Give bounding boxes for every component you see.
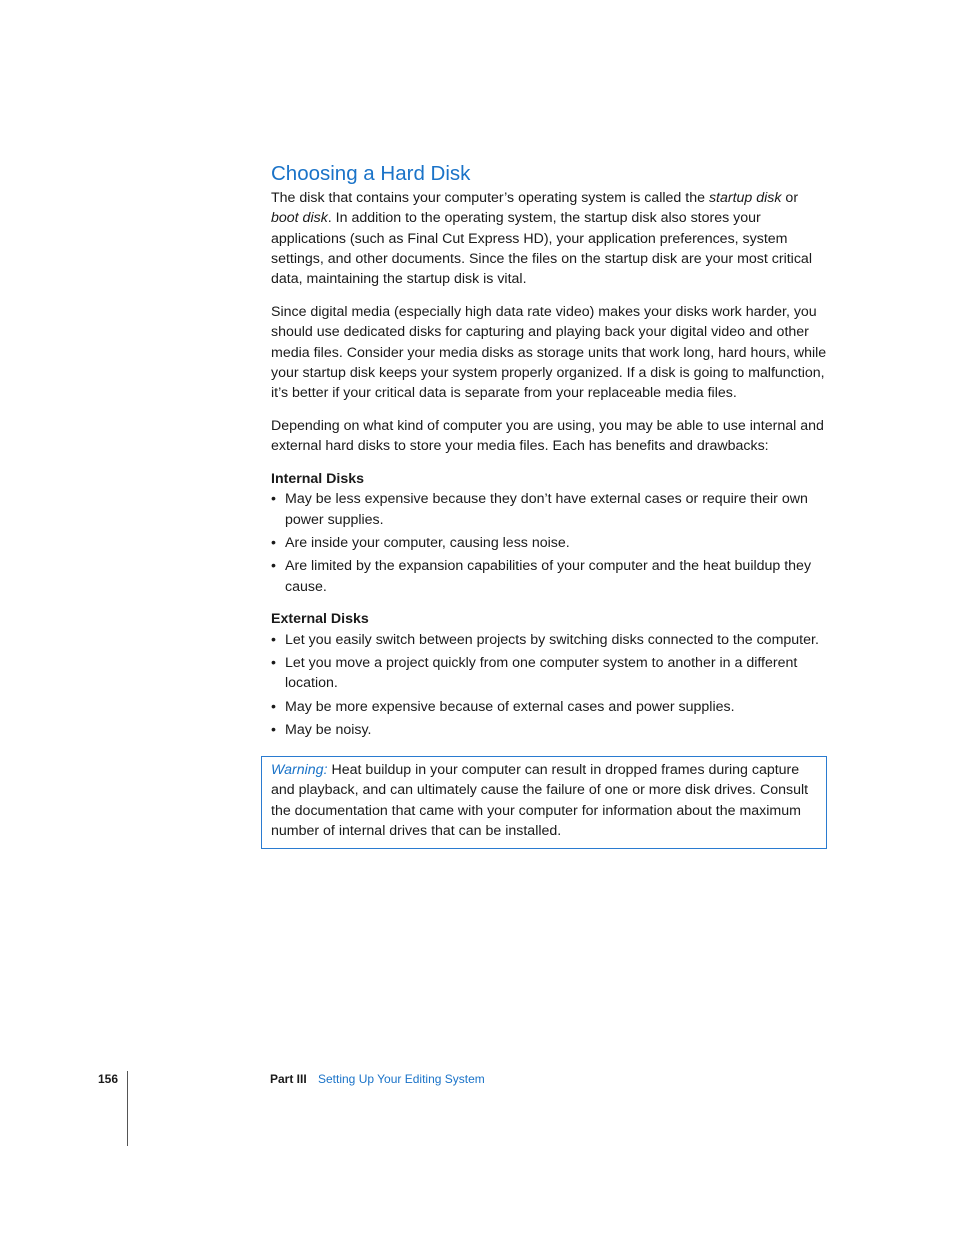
intro-text-c: . In addition to the operating system, the startup disk also stores your applications (such as Final Cut Express HD), your application preferences, system settings, and other documents. Since the files on the startup disk are your most critical data, maintaining the startup disk is vital. — [271, 210, 812, 288]
term-startup-disk: startup disk — [708, 190, 782, 206]
footer-chapter-title: Setting Up Your Editing System — [318, 1072, 485, 1086]
term-boot-disk: boot disk — [271, 210, 328, 227]
list-item — [271, 556, 827, 597]
internal-disks-heading: Internal Disks — [271, 471, 365, 488]
footer-divider — [127, 1071, 128, 1146]
footer-part-label: Part III — [270, 1072, 307, 1086]
internal-disks-list — [271, 489, 827, 596]
bullet-icon: • — [271, 721, 276, 738]
list-item-text: Let you move a project quickly from one computer system to another in a different location. — [285, 654, 798, 692]
intro-paragraph-2: Since digital media (especially high data rate video) makes your disks work harder, you should use dedicated disks for capturing and playing back your digital video and other media files. Consider your media disks as storage units that work long, hard hours, while your startup disk keeps your system properly organized. If a disk is going to malfunction, it’s better if your critical data is separate from your replaceable media files. — [271, 303, 827, 402]
bullet-icon: • — [271, 654, 276, 671]
list-item — [271, 630, 827, 650]
external-disks-heading: External Disks — [271, 611, 369, 628]
bullet-icon: • — [271, 534, 276, 551]
list-item — [271, 489, 827, 530]
intro-paragraph-1 — [271, 188, 827, 289]
list-item-text: May be more expensive because of external cases and power supplies. — [285, 698, 735, 715]
bullet-icon: • — [271, 698, 276, 715]
list-item-text: Are limited by the expansion capabilities of your computer and the heat buildup they cause. — [285, 558, 812, 595]
page-number: 156 — [98, 1072, 119, 1086]
list-item-text: Let you easily switch between projects by switching disks connected to the computer. — [285, 631, 819, 648]
bullet-icon: • — [271, 491, 276, 508]
intro-paragraph-3: Depending on what kind of computer you are using, you may be able to use internal and external hard disks to store your media files. Each has benefits and drawbacks: — [271, 417, 824, 455]
warning-label: Warning: — [271, 762, 328, 778]
list-item — [271, 720, 827, 740]
bullet-icon: • — [271, 631, 276, 648]
bullet-icon: • — [271, 558, 276, 575]
list-item-text: Are inside your computer, causing less noise. — [285, 534, 570, 551]
warning-text: Heat buildup in your computer can result in dropped frames during capture and playback, and can ultimately cause the failure of one or more disk drives. Consult the documentation that came with your computer for information about the maximum number of internal drives that can be installed. — [271, 762, 809, 839]
main-content — [271, 160, 827, 753]
list-item — [271, 697, 827, 717]
list-item-text: May be less expensive because they don’t have external cases or require their own power supplies. — [285, 491, 808, 528]
external-disks-list — [271, 630, 827, 740]
section-title: Choosing a Hard Disk — [271, 162, 471, 185]
list-item — [271, 533, 827, 553]
intro-text-a: The disk that contains your computer’s operating system is called the — [271, 190, 709, 206]
list-item-text: May be noisy. — [285, 721, 372, 738]
warning-box — [261, 756, 827, 849]
list-item — [271, 653, 827, 694]
intro-text-b: or — [781, 190, 799, 206]
